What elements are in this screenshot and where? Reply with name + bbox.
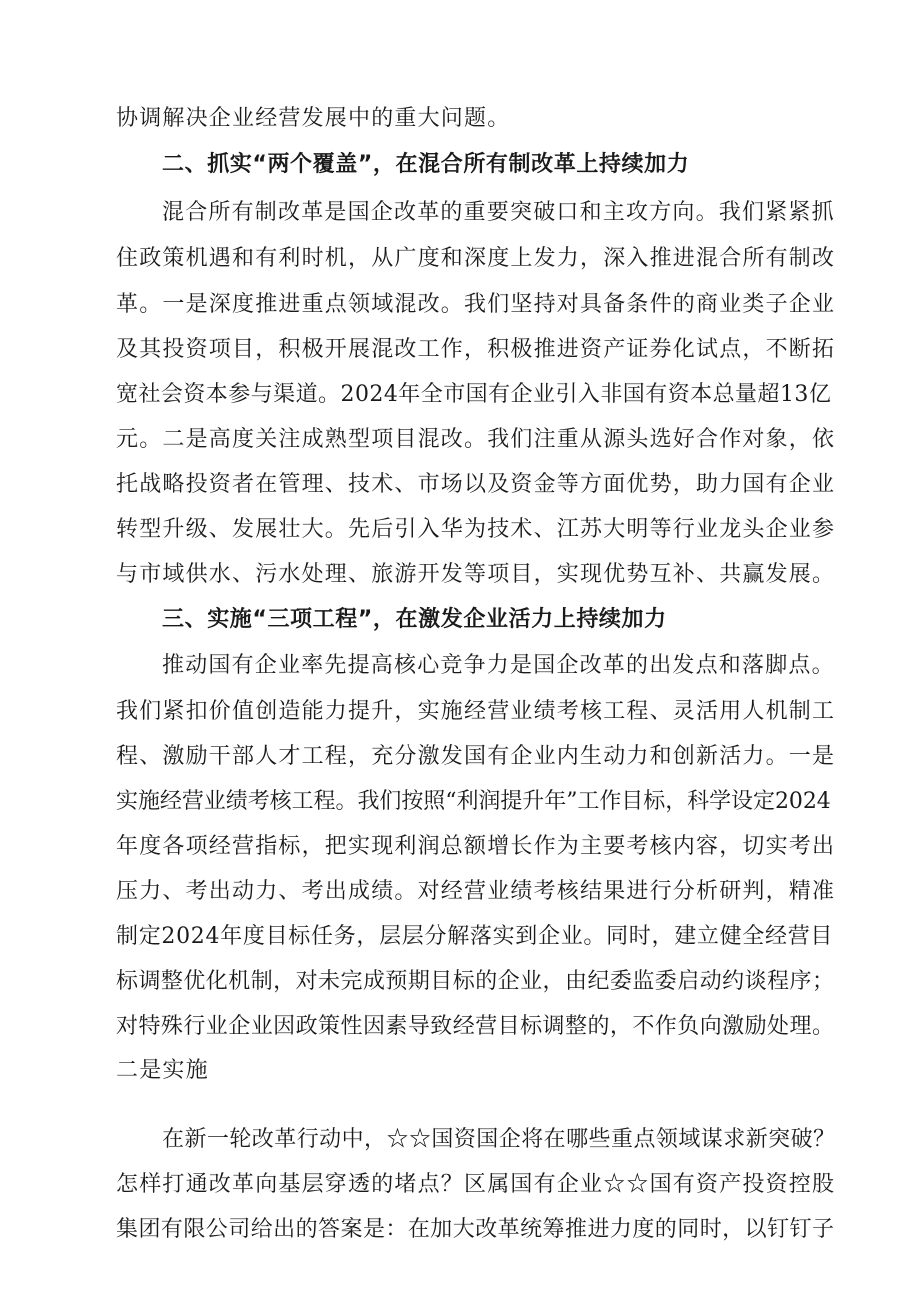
paragraph-line: 制定2024年度目标任务，层层分解落实到企业。同时，建立健全经营目	[116, 924, 834, 949]
paragraph-line: 程、激励干部人才工程，充分激发国有企业内生动力和创新活力。一是	[116, 744, 836, 769]
paragraph-line: 转型升级、发展壮大。先后引入华为技术、江苏大明等行业龙头企业参	[116, 517, 836, 542]
paragraph-line: 对特殊行业企业因政策性因素导致经营目标调整的，不作负向激励处理。	[116, 1014, 835, 1039]
paragraph-line: 托战略投资者在管理、技术、市场以及资金等方面优势，助力国有企业	[116, 472, 836, 497]
paragraph-line: 压力、考出动力、考出成绩。对经营业绩考核结果进行分析研判，精准	[116, 879, 836, 904]
section-heading-2: 二、抓实“两个覆盖”，在混合所有制改革上持续加力	[162, 152, 690, 177]
paragraph-line: 我们紧扣价值创造能力提升，实施经营业绩考核工程、灵活用人机制工	[116, 699, 836, 724]
section-heading-3: 三、实施“三项工程”，在激发企业活力上持续加力	[162, 607, 667, 632]
paragraph-line: 怎样打通改革向基层穿透的堵点？区属国有企业☆☆国有资产投资控股	[116, 1172, 836, 1197]
paragraph-line: 标调整优化机制，对未完成预期目标的企业，由纪委监委启动约谈程序；	[116, 969, 835, 994]
paragraph-line: 混合所有制改革是国企改革的重要突破口和主攻方向。我们紧紧抓	[162, 200, 835, 225]
paragraph-line: 在新一轮改革行动中，☆☆国资国企将在哪些重点领域谋求新突破？	[162, 1127, 836, 1152]
paragraph-line: 与市域供水、污水处理、旅游开发等项目，实现优势互补、共赢发展。	[116, 562, 836, 587]
paragraph-line: 元。二是高度关注成熟型项目混改。我们注重从源头选好合作对象，依	[116, 427, 836, 452]
paragraph-line: 住政策机遇和有利时机，从广度和深度上发力，深入推进混合所有制改	[116, 246, 836, 271]
paragraph-line: 二是实施	[116, 1058, 209, 1083]
paragraph-line: 宽社会资本参与渠道。2024年全市国有企业引入非国有资本总量超13亿	[116, 382, 832, 407]
paragraph-line: 协调解决企业经营发展中的重大问题。	[116, 106, 511, 131]
paragraph-line: 革。一是深度推进重点领域混改。我们坚持对具备条件的商业类子企业	[116, 292, 836, 317]
paragraph-line: 实施经营业绩考核工程。我们按照“利润提升年”工作目标，科学设定2024	[116, 789, 831, 814]
paragraph-line: 年度各项经营指标，把实现利润总额增长作为主要考核内容，切实考出	[116, 834, 836, 859]
paragraph-line: 推动国有企业率先提高核心竞争力是国企改革的出发点和落脚点。	[162, 653, 835, 678]
paragraph-line: 及其投资项目，积极开展混改工作，积极推进资产证券化试点，不断拓	[116, 337, 836, 362]
paragraph-line: 集团有限公司给出的答案是：在加大改革统筹推进力度的同时，以钉钉子	[116, 1217, 835, 1242]
